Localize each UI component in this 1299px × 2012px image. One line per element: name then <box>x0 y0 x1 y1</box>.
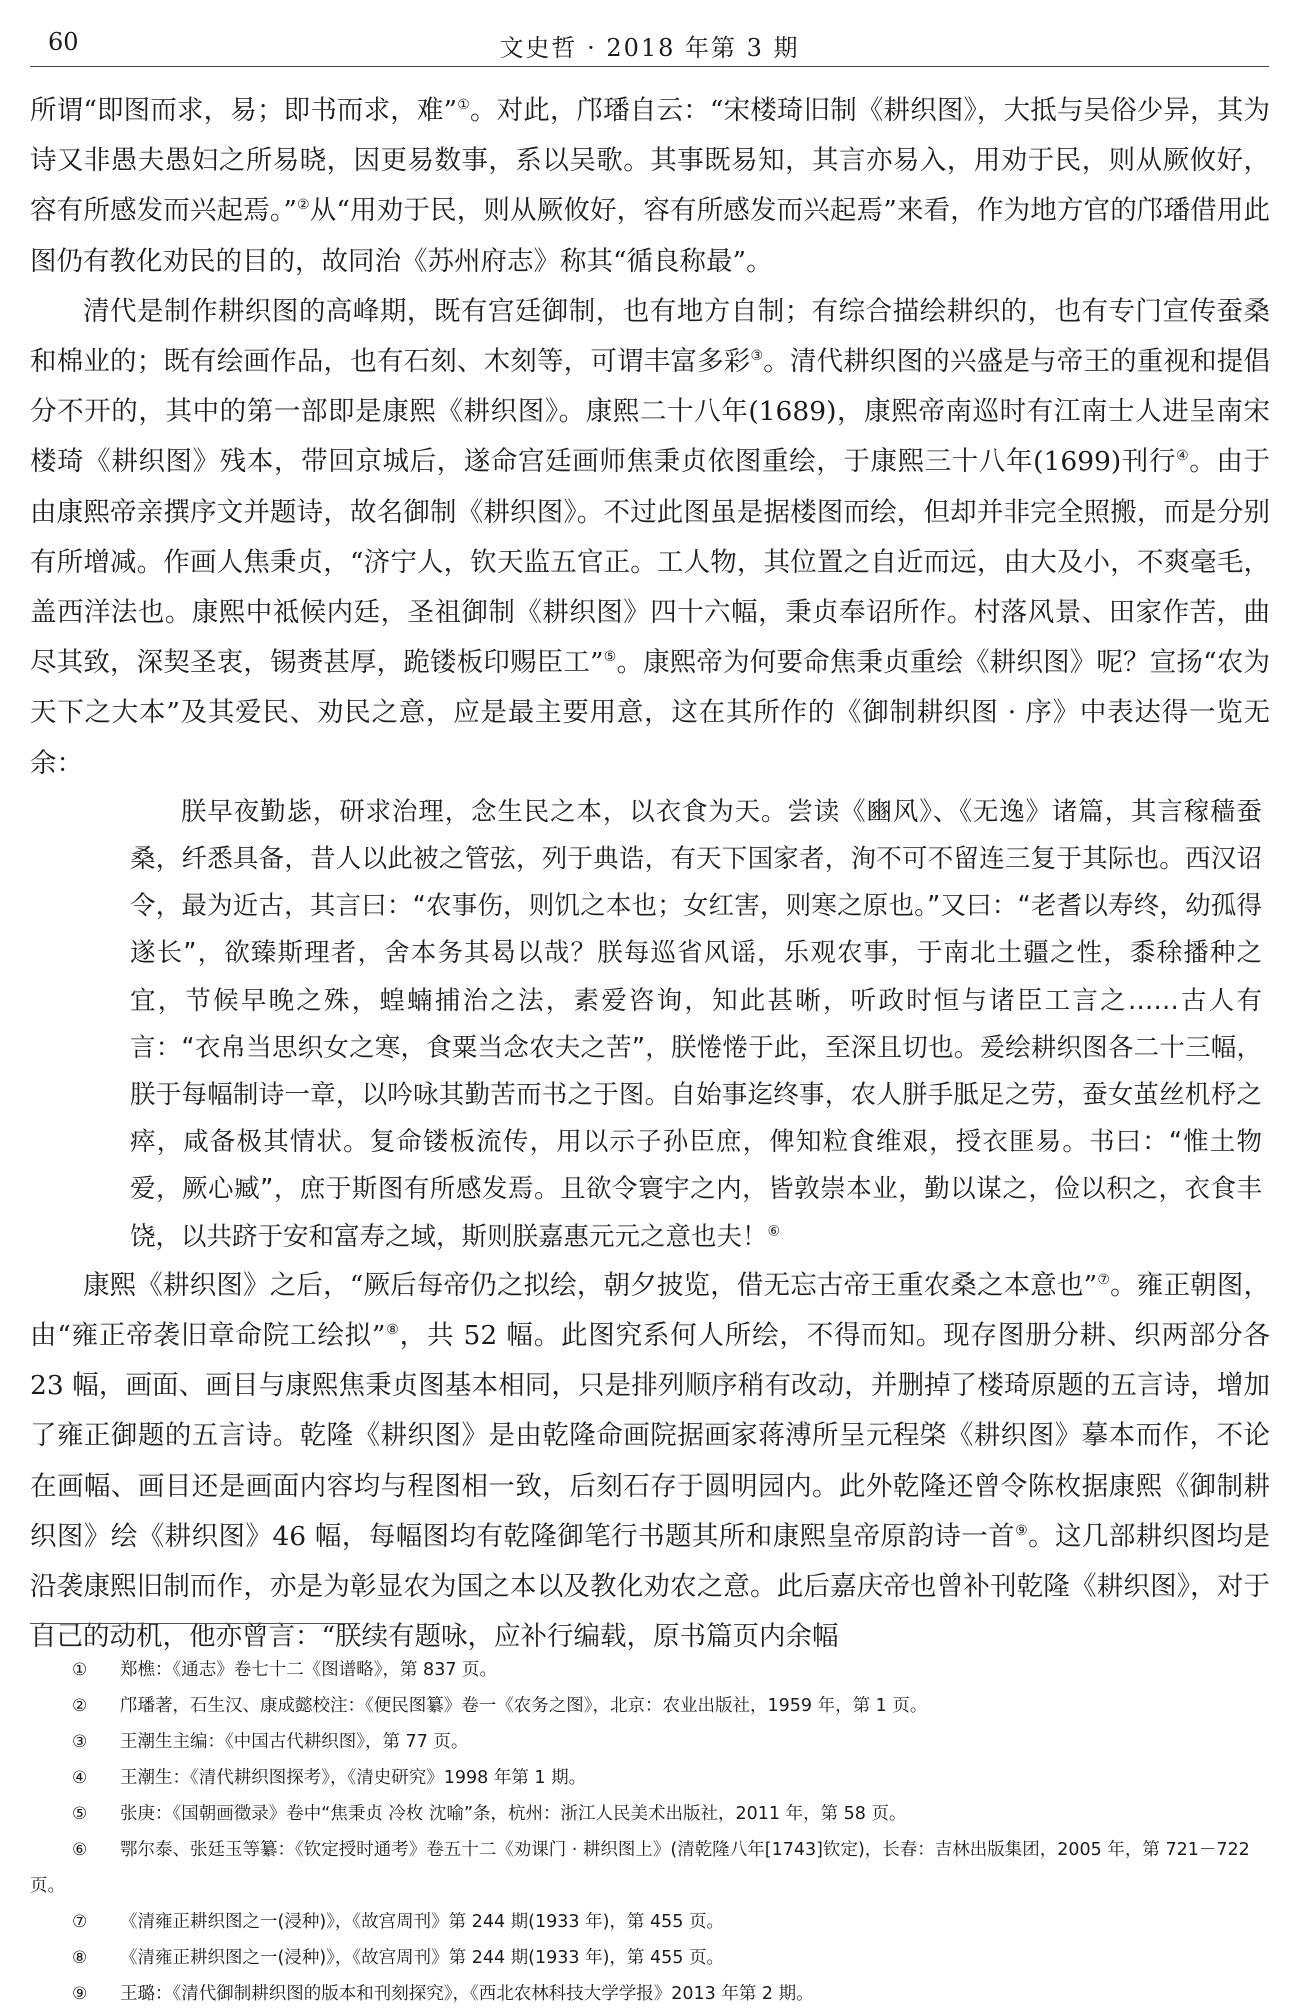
footnote-item: ⑤ 张庚：《国朝画徵录》卷中“焦秉贞 冷枚 沈喻”条，杭州：浙江人民美术出版社，2011 年，第 58 页。 <box>30 1796 1270 1832</box>
paragraph-3: 康熙《耕织图》之后，“厥后每帝仍之拟绘，朝夕披览，借无忘古帝王重农桑之本意也”⑦。雍正朝图，由“雍正帝袭旧章命院工绘拟”⑧，共 52 幅。此图究系何人所绘，不得而知。现存图册分耕、织两部分各 23 幅，画面、画目与康熙焦秉贞图基本相同，只是排列顺序稍有改动，并删掉了楼琦原题的五言诗，增加了雍正御题的五言诗。乾隆《耕织图》是由乾隆命画院据画家蒋溥所呈元程棨《耕织图》摹本而作，不论在画幅、画目还是画面内容均与程图相一致，后刻石存于圆明园内。此外乾隆还曾令陈枚据康熙《御制耕织图》绘《耕织图》46 幅，每幅图均有乾隆御笔行书题其所和康熙皇帝原韵诗一首⑨。这几部耕织图均是沿袭康熙旧制而作，亦是为彰显农为国之本以及教化劝农之意。此后嘉庆帝也曾补刊乾隆《耕织图》，对于自己的动机，他亦曾言：“朕续有题咏，应补行编载，原书篇页内余幅 <box>30 1269 1270 1653</box>
paragraph-2: 清代是制作耕织图的高峰期，既有宫廷御制，也有地方自制；有综合描绘耕织的，也有专门宣传蚕桑和棉业的；既有绘画作品，也有石刻、木刻等，可谓丰富多彩③。清代耕织图的兴盛是与帝王的重视和提倡分不开的，其中的第一部即是康熙《耕织图》。康熙二十八年(1689)，康熙帝南巡时有江南士人进呈南宋楼琦《耕织图》残本，带回京城后，遂命宫廷画师焦秉贞依图重绘，于康熙三十八年(1699)刊行④。由于由康熙帝亲撰序文并题诗，故名御制《耕织图》。不过此图虽是据楼图而绘，但却并非完全照搬，而是分别有所增减。作画人焦秉贞，“济宁人，钦天监五官正。工人物，其位置之自近而远，由大及小，不爽毫毛，盖西洋法也。康熙中祗候内廷，圣祖御制《耕织图》四十六幅，秉贞奉诏所作。村落风景、田家作苦，曲尽其致，深契圣衷，锡赉甚厚，跪镂板印赐臣工”⑤。康熙帝为何要命焦秉贞重绘《耕织图》呢？宣扬“农为天下之大本”及其爱民、劝民之意，应是最主要用意，这在其所作的《御制耕织图 · 序》中表达得一览无余： <box>30 295 1270 779</box>
footnote-item: ③ 王潮生主编：《中国古代耕织图》，第 77 页。 <box>30 1724 1270 1760</box>
footnote-mark: ⑥ <box>72 1840 88 1860</box>
block-quote: 朕早夜勤毖，研求治理，念生民之本，以衣食为天。尝读《豳风》、《无逸》诸篇，其言稼穑蚕桑，纤悉具备，昔人以此被之管弦，列于典诰，有天下国家者，洵不可不留连三复于其际也。西汉诏令，最为近古，其言曰：“农事伤，则饥之本也；女红害，则寒之原也。”又曰：“老耆以寿终，幼孤得遂长”，欲臻斯理者，舍本务其曷以哉？朕每巡省风谣，乐观农事，于南北土疆之性，黍稌播种之宜，节候早晚之殊，蝗蝻捕治之法，素爱咨询，知此甚晰，听政时恒与诸臣工言之……古人有言：“衣帛当思织女之寒，食粟当念农夫之苦”，朕惓惓于此，至深且切也。爰绘耕织图各二十三幅，朕于每幅制诗一章，以吟咏其勤苦而书之于图。自始事迄终事，农人胼手胝足之劳，蚕女茧丝机杼之瘁，咸备极其情状。复命镂板流传，用以示子孙臣庶，俾知粒食维艰，授衣匪易。书曰：“惟土物爱，厥心臧”，庶于斯图有所感发焉。且欲令寰宇之内，皆敦崇本业，勤以谋之，俭以积之，衣食丰饶，以共跻于安和富寿之域，斯则朕嘉惠元元之意也夫！⑥ <box>130 796 1262 1252</box>
footnote-mark: ⑧ <box>72 1948 88 1968</box>
footnote-mark: ⑤ <box>72 1804 88 1824</box>
footnote-item: ② 邝璠著，石生汉、康成懿校注：《便民图纂》卷一《农务之图》，北京：农业出版社，1959 年，第 1 页。 <box>30 1688 1270 1724</box>
footnote-item: ① 郑樵：《通志》卷七十二《图谱略》，第 837 页。 <box>30 1652 1270 1688</box>
paragraph-1: 所谓“即图而求，易；即书而求，难”①。对此，邝璠自云：“宋楼琦旧制《耕织图》，大抵与吴俗少异，其为诗又非愚夫愚妇之所易晓，因更易数事，系以吴歌。其事既易知，其言亦易入，用劝于民，则从厥攸好，容有所感发而兴起焉。”②从“用劝于民，则从厥攸好，容有所感发而兴起焉”来看，作为地方官的邝璠借用此图仍有教化劝民的目的，故同治《苏州府志》称其“循良称最”。 <box>30 95 1270 277</box>
footnote-mark: ① <box>72 1660 88 1680</box>
footnote-item: ⑥ 鄂尔泰、张廷玉等纂：《钦定授时通考》卷五十二《劝课门 · 耕织图上》(清乾隆八年[1743]钦定)，长春：吉林出版集团，2005 年，第 721－722 页。 <box>30 1832 1270 1904</box>
footnote-mark: ④ <box>72 1768 88 1788</box>
footnote-mark: ③ <box>72 1732 88 1752</box>
footnote-item: ⑦ 《清雍正耕织图之一(浸种)》，《故宫周刊》第 244 期(1933 年)，第 455 页。 <box>30 1904 1270 1940</box>
footnote-ref[interactable]: ⑧ <box>385 1322 400 1339</box>
page-header <box>30 22 1269 67</box>
footnote-item: ⑨ 王璐：《清代御制耕织图的版本和刊刻探究》，《西北农林科技大学学报》2013 年第 2 期。 <box>30 1976 1270 2012</box>
footnote-divider <box>30 1623 360 1624</box>
running-title: 文史哲 · 2018 年第 3 期 <box>499 34 800 62</box>
article-body <box>30 86 1270 1663</box>
page-number: 60 <box>48 28 79 56</box>
footnote-ref[interactable]: ① <box>457 97 470 114</box>
footnote-mark: ② <box>72 1696 88 1716</box>
footnote-ref[interactable]: ④ <box>1176 448 1190 465</box>
footnote-item: ⑧ 《清雍正耕织图之一(浸种)》，《故宫周刊》第 244 期(1933 年)，第 455 页。 <box>30 1940 1270 1976</box>
footnote-mark: ⑨ <box>72 1984 88 2004</box>
footnote-ref[interactable]: ⑤ <box>603 649 617 666</box>
footnote-mark: ⑦ <box>72 1912 88 1932</box>
footnotes <box>30 1652 1270 2012</box>
footnote-item: ④ 王潮生：《清代耕织图探考》，《清史研究》1998 年第 1 期。 <box>30 1760 1270 1796</box>
footnote-ref[interactable]: ③ <box>750 348 764 365</box>
footnote-ref[interactable]: ⑨ <box>1015 1523 1029 1540</box>
footnote-ref[interactable]: ② <box>296 197 310 214</box>
footnote-ref[interactable]: ⑥ <box>767 1223 781 1240</box>
footnote-ref[interactable]: ⑦ <box>1097 1272 1111 1289</box>
